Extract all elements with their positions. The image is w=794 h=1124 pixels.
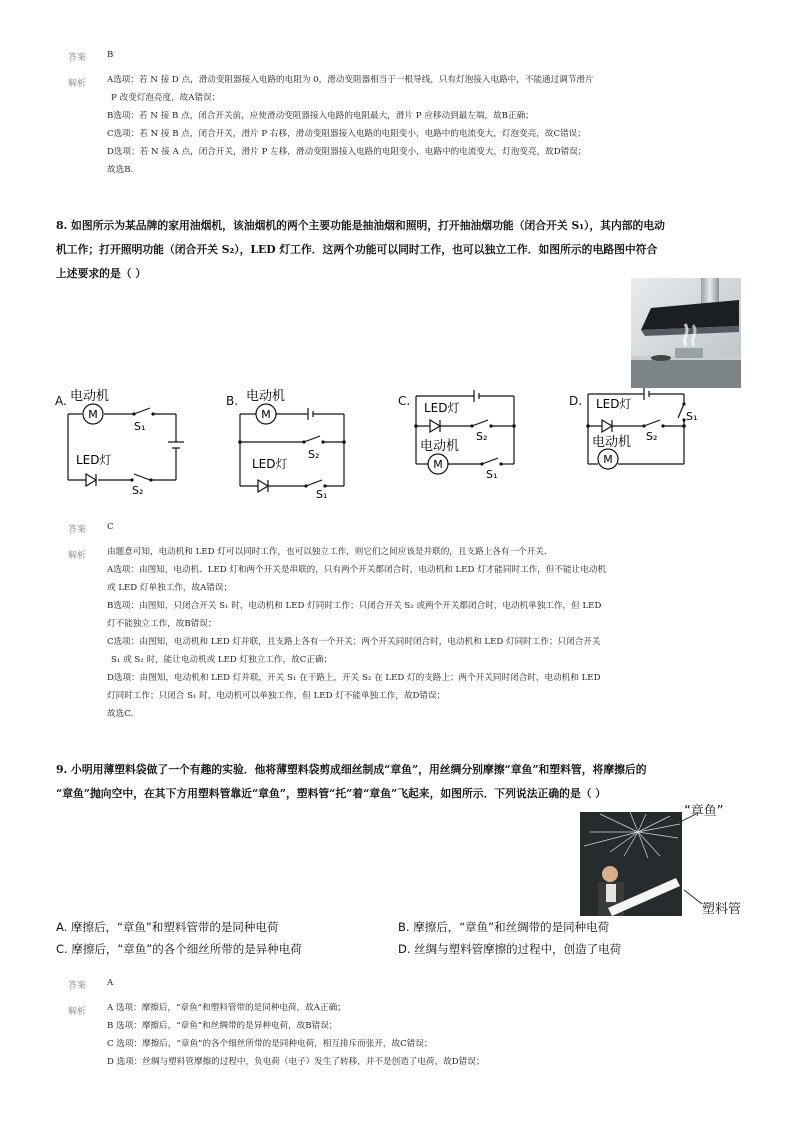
motor-label: 电动机 xyxy=(246,389,286,404)
option-a: A. 摩擦后，“章鱼”和塑料管带的是同种电荷 xyxy=(56,920,279,934)
analysis-line: 或 LED 灯单独工作，故A错误； xyxy=(107,583,233,593)
analysis-line: 故选B. xyxy=(107,165,134,175)
option-a-label: A. xyxy=(55,394,67,408)
answer-value: B xyxy=(107,50,114,60)
motor-label: 电动机 xyxy=(420,439,460,454)
octopus-label: “章鱼” xyxy=(684,804,724,819)
question-text: “章鱼”抛向空中，在其下方用塑料管靠近“章鱼”，塑料管“托”着“章鱼”飞起来，如图所示．下列说法正确的是（ ） xyxy=(56,787,607,800)
analysis-line: D选项：若 N 接 A 点，闭合开关，滑片 P 左移，滑动变阻器接入电路的电阻变小，电路中的电流变大，灯泡变亮，故D错误； xyxy=(107,147,587,157)
q8-stem xyxy=(56,214,665,286)
switch-label: S₁ xyxy=(686,410,698,423)
q7-analysis xyxy=(107,71,594,179)
analysis-line: B选项：由图知，只闭合开关 S₁ 时，电动机和 LED 灯同时工作；只闭合开关 S₂ 或两个开关都闭合时，电动机单独工作，但 LED xyxy=(107,601,602,611)
q9-analysis xyxy=(107,999,484,1071)
leader-lines xyxy=(676,812,706,912)
switch-label: S₂ xyxy=(132,484,144,497)
analysis-line: P 改变灯泡亮度，故A错误； xyxy=(111,93,221,103)
analysis-line: D 选项：丝绸与塑料管摩擦的过程中，负电荷（电子）发生了转移，并不是创造了电荷，故D错误； xyxy=(107,1057,485,1067)
option-d-label: D. xyxy=(569,394,583,408)
answer-value: A xyxy=(107,978,114,988)
circuit-diagram-c xyxy=(410,388,520,480)
analysis-line: A选项：由图知，电动机、LED 灯和两个开关是串联的，只有两个开关都闭合时，电动机和 LED 灯才能同时工作，但不能让电动机 xyxy=(107,565,607,575)
question-text: 上述要求的是（ ） xyxy=(56,267,147,280)
switch-label: S₂ xyxy=(308,448,320,461)
analysis-line: 由题意可知，电动机和 LED 灯可以同时工作，也可以独立工作，则它们之间应该是并联的，且支路上各有一个开关． xyxy=(107,547,553,557)
analysis-line: C选项：若 N 接 B 点，闭合开关，滑片 P 右移，滑动变阻器接入电路的电阻变小，电路中的电流变大，灯泡变亮，故C错误； xyxy=(107,129,586,139)
switch-label: S₂ xyxy=(476,430,488,443)
answer-value: C xyxy=(107,522,114,532)
switch-label: S₁ xyxy=(486,468,498,481)
option-c: C. 摩擦后，“章鱼”的各个细丝所带的是异种电荷 xyxy=(56,942,302,956)
led-label: LED灯 xyxy=(424,401,460,415)
analysis-line: B选项：若 N 接 B 点，闭合开关前，应使滑动变阻器接入电路的电阻最大，滑片 P 应移动到最左端，故B正确； xyxy=(107,111,534,121)
switch-label: S₁ xyxy=(134,420,146,433)
switch-label: S₂ xyxy=(646,430,658,443)
question-text: 9. 小明用薄塑料袋做了一个有趣的实验．他将薄塑料袋剪成细丝制成“章鱼”，用丝绸分别摩擦“章鱼”和塑料管，将摩擦后的 xyxy=(56,763,647,776)
question-text: 8. 如图所示为某品牌的家用油烟机，该油烟机的两个主要功能是抽油烟和照明，打开抽油烟功能（闭合开关 S₁），其内部的电动 xyxy=(56,219,665,232)
answer-label: 答案 xyxy=(68,981,87,991)
analysis-line: 灯同时工作；只闭合 S₁ 时，电动机可以单独工作，但 LED 灯不能单独工作，故D错误； xyxy=(107,691,446,701)
analysis-label: 解析 xyxy=(68,1007,87,1017)
circuit-diagram-a xyxy=(64,384,189,497)
analysis-line: A选项：若 N 接 D 点，滑动变阻器接入电路的电阻为 0，滑动变阻器相当于一根导线，只有灯泡接入电路中，不能通过调节滑片 xyxy=(107,75,594,85)
q9-stem xyxy=(56,758,647,806)
option-b-label: B. xyxy=(226,394,239,408)
motor-symbol: M xyxy=(261,408,271,421)
option-b: B. 摩擦后，“章鱼”和丝绸带的是同种电荷 xyxy=(398,920,610,934)
motor-symbol: M xyxy=(88,408,98,421)
switch-label: S₁ xyxy=(316,488,328,501)
motor-label: 电动机 xyxy=(70,389,110,404)
motor-symbol: M xyxy=(433,458,443,471)
led-label: LED灯 xyxy=(596,397,632,411)
analysis-label: 解析 xyxy=(68,551,87,561)
analysis-line: C选项：由图知，电动机和 LED 灯并联，且支路上各有一个开关；两个开关同时闭合时，电动机和 LED 灯同时工作；只闭合开关 xyxy=(107,637,601,647)
answer-label: 答案 xyxy=(68,53,87,63)
option-c-label: C. xyxy=(398,394,411,408)
motor-symbol: M xyxy=(603,453,613,466)
motor-label: 电动机 xyxy=(592,435,632,450)
circuit-diagram-b xyxy=(236,384,351,500)
analysis-line: A 选项：摩擦后，“章鱼”和塑料管带的是同种电荷，故A正确； xyxy=(107,1003,346,1013)
analysis-line: C 选项：摩擦后，“章鱼”的各个细丝所带的是同种电荷，相互排斥而张开，故C错误； xyxy=(107,1039,433,1049)
analysis-label: 解析 xyxy=(68,79,87,89)
circuit-diagram-d xyxy=(582,386,698,474)
analysis-line: B 选项：摩擦后，“章鱼”和丝绸带的是异种电荷，故B错误； xyxy=(107,1021,338,1031)
led-label: LED灯 xyxy=(76,453,112,467)
analysis-line: 故选C. xyxy=(107,709,134,719)
option-d: D. 丝绸与塑料管摩擦的过程中，创造了电荷 xyxy=(398,942,622,956)
q8-analysis xyxy=(107,543,606,723)
led-label: LED灯 xyxy=(252,457,288,471)
analysis-line: S₁ 或 S₂ 时，能让电动机或 LED 灯独立工作，故C正确； xyxy=(111,655,333,665)
analysis-line: D选项：由图知，电动机和 LED 灯并联，开关 S₁ 在干路上，开关 S₂ 在 LED 灯的支路上；两个开关同时闭合时，电动机和 LED xyxy=(107,673,601,683)
octopus-experiment-photo xyxy=(580,812,682,916)
answer-label: 答案 xyxy=(68,525,87,535)
analysis-line: 灯不能独立工作，故B错误； xyxy=(107,619,217,629)
question-text: 机工作；打开照明功能（闭合开关 S₂），LED 灯工作．这两个功能可以同时工作，也可以独立工作．如图所示的电路图中符合 xyxy=(56,243,658,256)
range-hood-photo xyxy=(631,278,741,388)
tube-label: 塑料管 xyxy=(702,902,742,917)
